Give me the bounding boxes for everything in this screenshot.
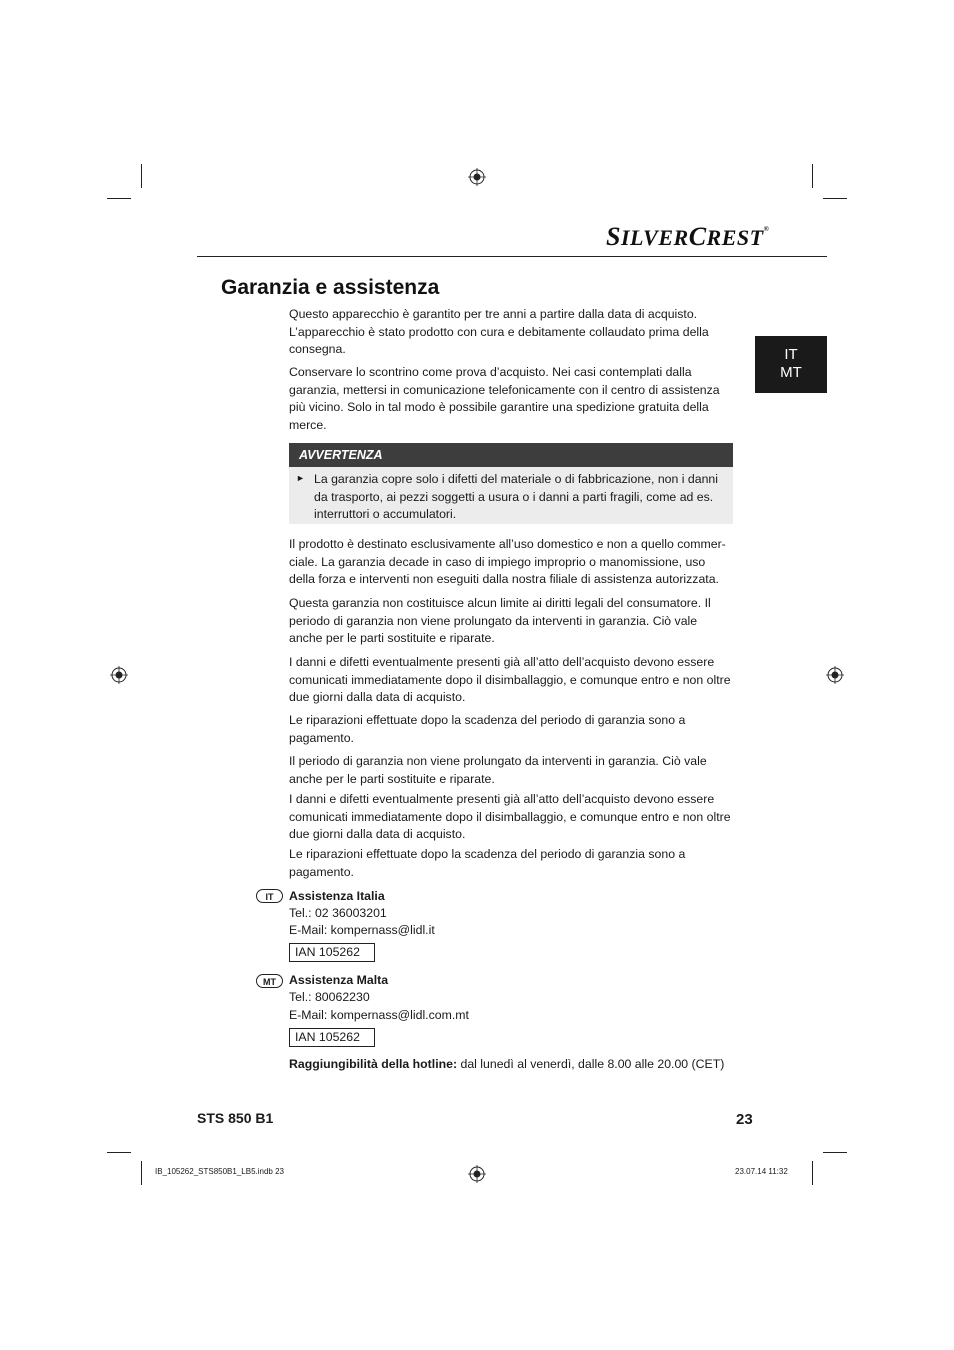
print-slug-date: 23.07.14 11:32 — [735, 1167, 788, 1176]
paragraph: Questo apparecchio è garantito per tre anni a partire dalla data di acquisto. L’apparecchio è stato prodotto con cura e debitamente collaudato prima della consegna. — [289, 307, 709, 356]
language-tab-mt: MT — [780, 364, 802, 381]
model-number: STS 850 B1 — [197, 1110, 274, 1126]
registration-mark-icon — [468, 168, 486, 186]
warning-text: La garanzia copre solo i difetti del materiale o di fabbricazione, non i danni da trasporto, ai pezzi soggetti a usura o i danni a parti fragili, come ad es. interruttori o accumulatori. — [314, 472, 718, 521]
service-email: E-Mail: kompernass@lidl.com.mt — [289, 1008, 469, 1022]
registration-mark-icon — [468, 1165, 486, 1183]
paragraph: Conservare lo scontrino come prova d’acquisto. Nei casi contemplati dalla garanzia, mettersi in comunicazione telefonicamente con il centro di assistenza più vicino. Solo in tal modo è possibile garantire una spedizione gratuita della merce. — [289, 365, 720, 432]
hotline-info — [289, 1056, 749, 1074]
paragraph: I danni e difetti eventualmente presenti già all’atto dell’acquisto devono essere comunicati immediatamente dopo il disimballaggio, e comunque entro e non oltre due giorni dalla data di acquisto. — [289, 792, 731, 841]
paragraph: Il periodo di garanzia non viene prolungato da interventi in garanzia. Ciò vale anche per le parti sostituite e riparate. — [289, 754, 707, 786]
country-badge-it: IT — [256, 889, 283, 903]
header-rule — [197, 256, 827, 257]
crop-mark — [812, 164, 813, 188]
paragraph: Il prodotto è destinato esclusivamente all’uso domestico e non a quello commer-ciale. La garanzia decade in caso di impiego improprio o manomissione, uso della forza e interventi non eseguiti dalla nostra filiale di assistenza autorizzata. — [289, 537, 726, 586]
page-title: Garanzia e assistenza — [221, 276, 440, 299]
language-tab-it: IT — [784, 346, 798, 363]
crop-mark — [823, 198, 847, 199]
registration-mark-icon — [110, 666, 128, 684]
print-slug-file: IB_105262_STS850B1_LB5.indb 23 — [155, 1167, 284, 1176]
service-tel: Tel.: 80062230 — [289, 990, 370, 1004]
hotline-text: dal lunedì al venerdì, dalle 8.00 alle 20.00 (CET) — [457, 1057, 725, 1071]
language-tab — [755, 336, 827, 393]
crop-mark — [141, 1161, 142, 1185]
ian-box: IAN 105262 — [289, 1028, 375, 1047]
country-badge-mt: MT — [256, 974, 283, 988]
paragraph: I danni e difetti eventualmente presenti già all’atto dell’acquisto devono essere comunicati immediatamente dopo il disimballaggio, e comunque entro e non oltre due giorni dalla data di acquisto. — [289, 655, 731, 704]
service-name: Assistenza Malta — [289, 973, 389, 987]
service-email: E-Mail: kompernass@lidl.it — [289, 923, 435, 937]
paragraph: Le riparazioni effettuate dopo la scadenza del periodo di garanzia sono a pagamento. — [289, 713, 686, 745]
warning-heading: AVVERTENZA — [289, 443, 733, 467]
paragraph: Le riparazioni effettuate dopo la scadenza del periodo di garanzia sono a pagamento. — [289, 847, 686, 879]
crop-mark — [107, 1152, 131, 1153]
crop-mark — [812, 1161, 813, 1185]
registration-mark-icon — [826, 666, 844, 684]
page-number: 23 — [736, 1111, 753, 1128]
crop-mark — [141, 164, 142, 188]
silvercrest-logo: SILVERCREST® — [606, 222, 770, 251]
arrow-bullet-icon: ► — [296, 473, 305, 483]
service-tel: Tel.: 02 36003201 — [289, 906, 387, 920]
crop-mark — [107, 198, 131, 199]
crop-mark — [823, 1152, 847, 1153]
ian-box: IAN 105262 — [289, 943, 375, 962]
paragraph: Questa garanzia non costituisce alcun limite ai diritti legali del consumatore. Il periodo di garanzia non viene prolungato da interventi in garanzia. Ciò vale anche per le parti sostituite e riparate. — [289, 596, 711, 645]
warning-box — [289, 467, 733, 524]
hotline-label: Raggiungibilità della hotline: — [289, 1057, 458, 1071]
service-name: Assistenza Italia — [289, 889, 385, 903]
